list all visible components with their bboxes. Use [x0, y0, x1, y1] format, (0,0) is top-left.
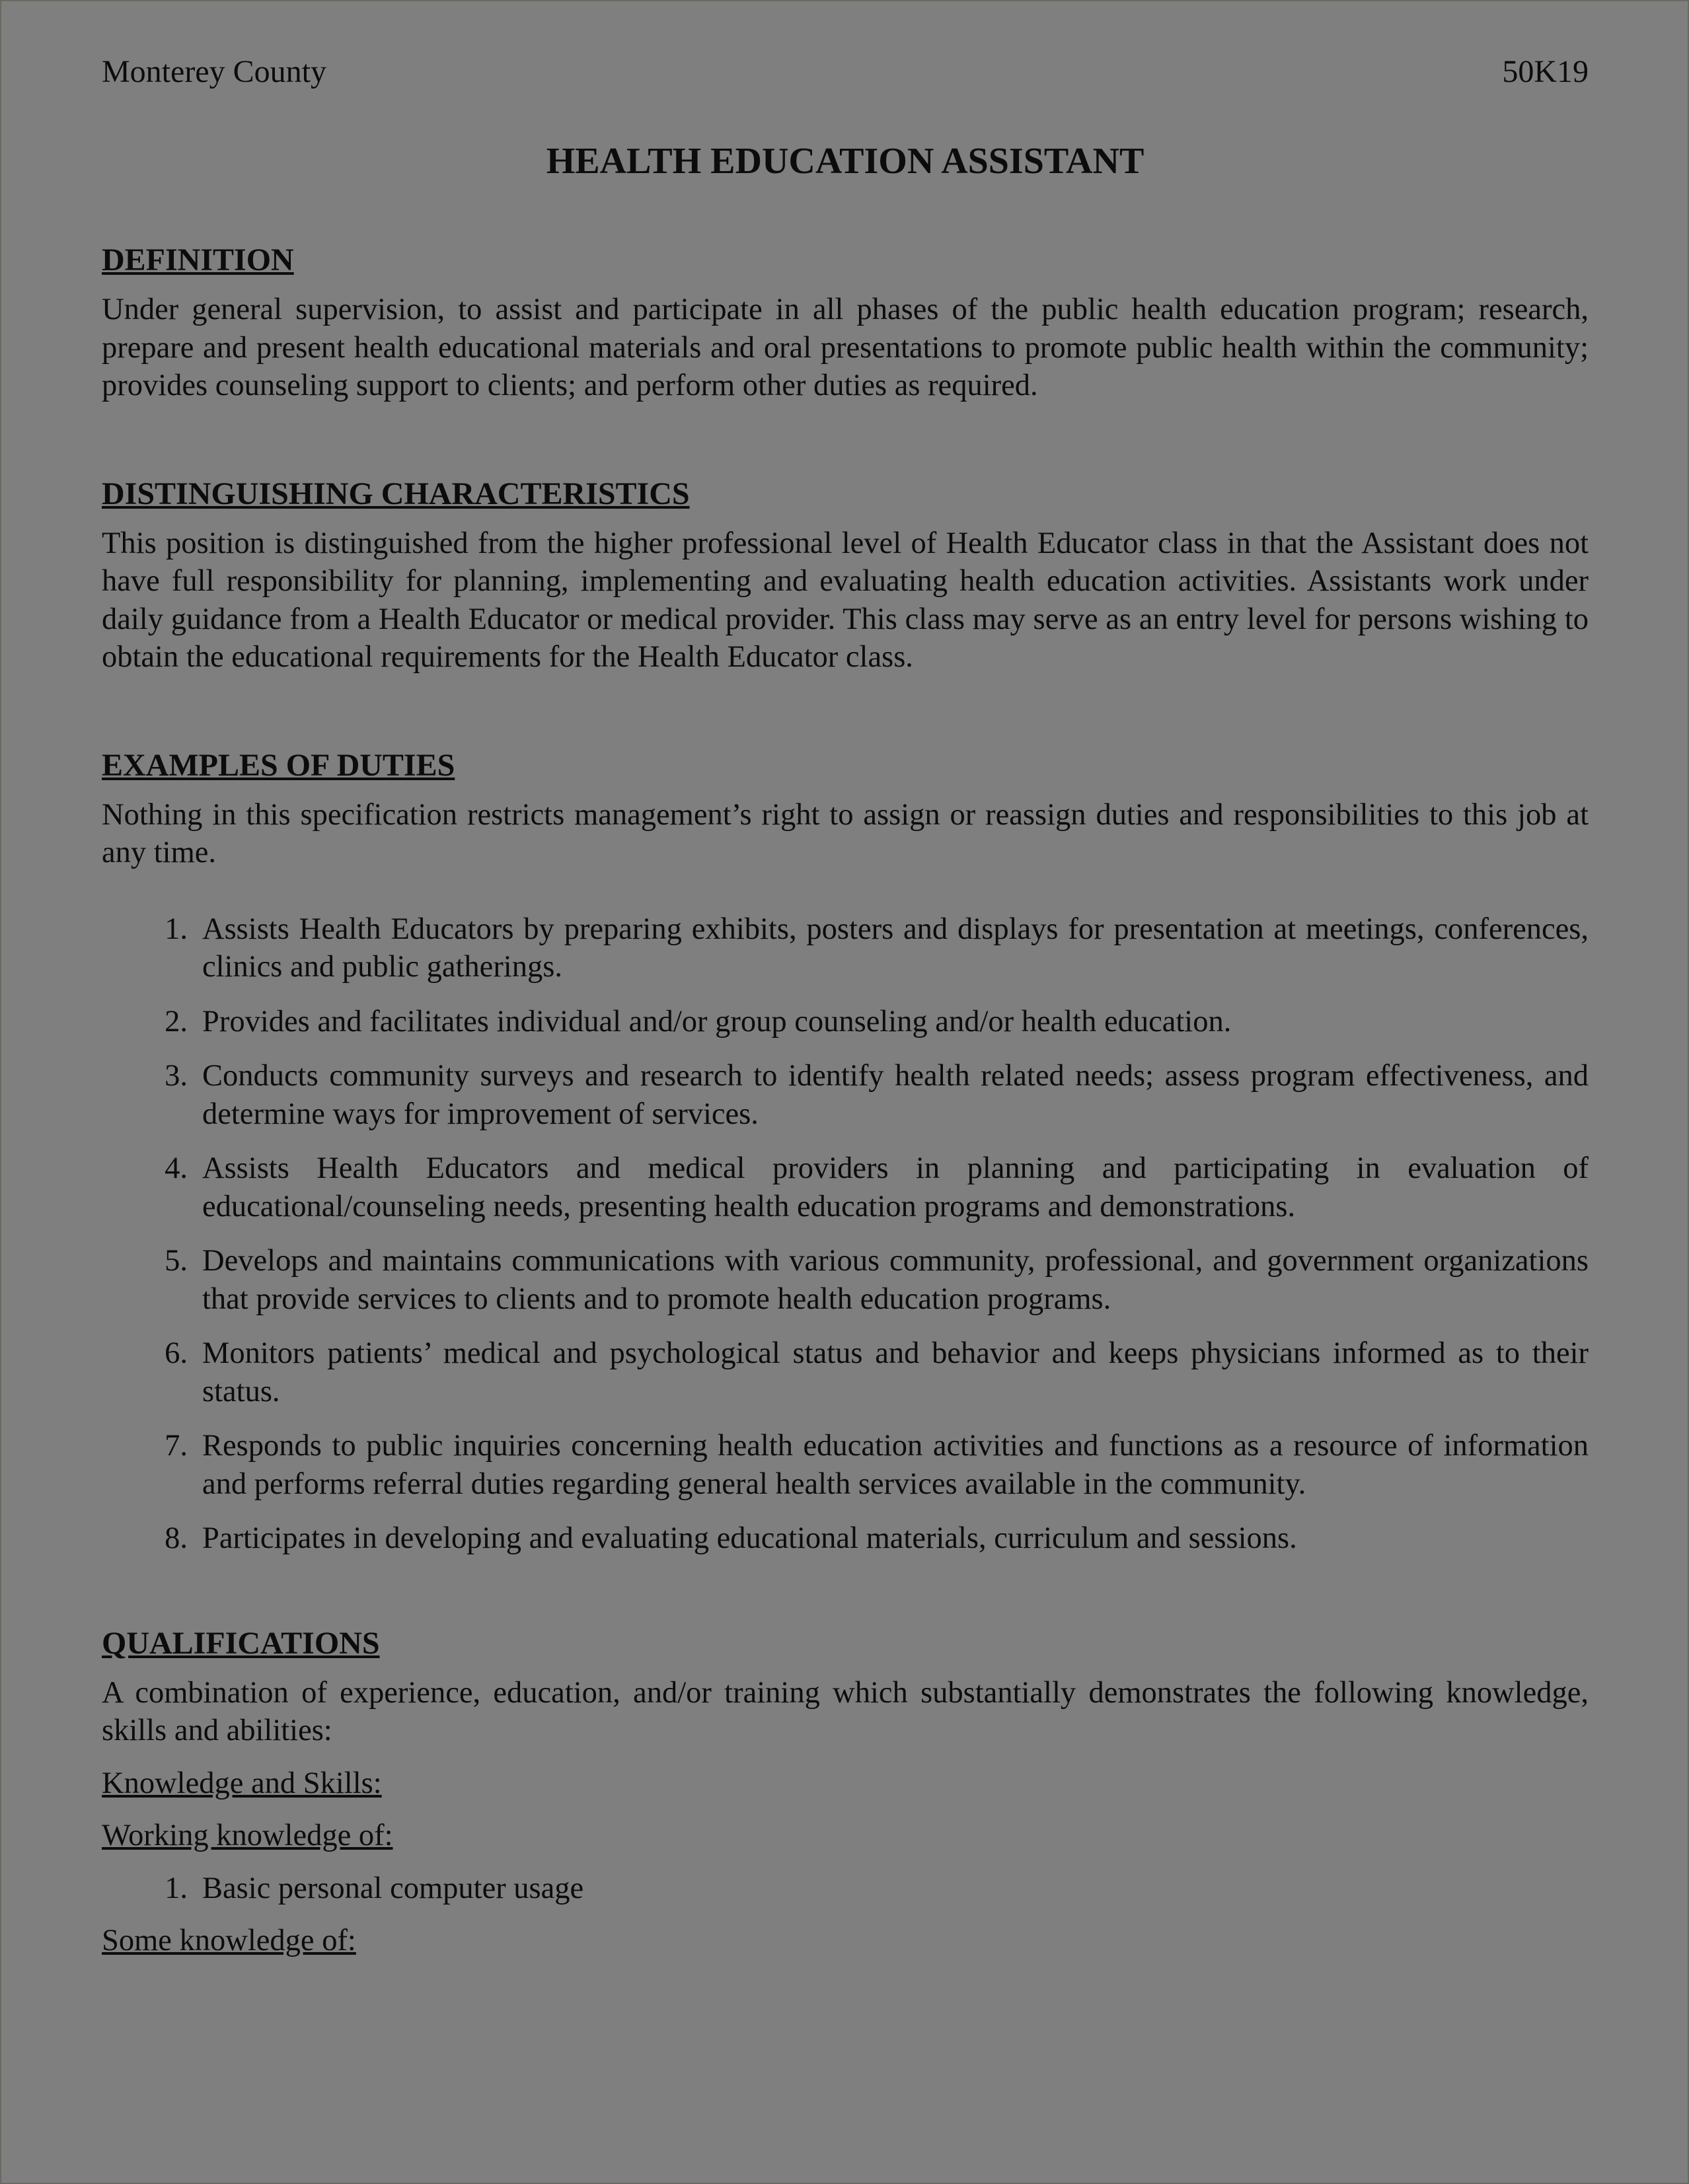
- list-item-number: 2.: [165, 1004, 188, 1038]
- list-item: [102, 1334, 1589, 1410]
- class-code: 50K19: [1502, 54, 1589, 89]
- definition-heading: DEFINITION: [102, 242, 294, 277]
- page-header: [102, 49, 1589, 95]
- list-item-number: 4.: [165, 1151, 188, 1185]
- duties-intro: Nothing in this specification restricts management’s right to assign or reassign duties and responsibilities to this job at any time.: [102, 797, 1589, 869]
- list-item-text: Provides and facilitates individual and/or group counseling and/or health education.: [202, 1004, 1232, 1038]
- qualifications-heading: QUALIFICATIONS: [102, 1625, 380, 1661]
- list-item: [102, 910, 1589, 986]
- duties-heading: EXAMPLES OF DUTIES: [102, 747, 455, 783]
- working-knowledge-list: [102, 1870, 1589, 1908]
- list-item-number: 5.: [165, 1244, 188, 1278]
- list-item: [102, 1242, 1589, 1318]
- list-item-text: Develops and maintains communications with various community, professional, and government organizations that provide services to clients and to promote health education programs.: [202, 1244, 1589, 1316]
- list-item-number: 1.: [165, 912, 188, 946]
- page-title: HEALTH EDUCATION ASSISTANT: [546, 141, 1145, 182]
- qualifications-intro: A combination of experience, education, and/or training which substantially demonstrates the following knowledge, skills and abilities:: [102, 1675, 1589, 1747]
- list-item-text: Responds to public inquiries concerning health education activities and functions as a resource of information and performs referral duties regarding general health services available in the community.: [202, 1429, 1589, 1501]
- list-item: [102, 1003, 1589, 1041]
- list-item: [102, 1427, 1589, 1503]
- list-item-text: Basic personal computer usage: [202, 1871, 584, 1905]
- list-item-number: 3.: [165, 1059, 188, 1093]
- list-item: [102, 1870, 1589, 1908]
- list-item: [102, 1149, 1589, 1225]
- knowledge-skills-heading: Knowledge and Skills:: [102, 1766, 382, 1800]
- list-item-number: 1.: [165, 1871, 188, 1905]
- county-name: Monterey County: [102, 54, 326, 89]
- qualifications-section: [102, 1624, 1589, 1960]
- list-item: [102, 1057, 1589, 1133]
- distinguishing-heading: DISTINGUISHING CHARACTERISTICS: [102, 476, 690, 511]
- list-item-number: 7.: [165, 1429, 188, 1463]
- definition-text: Under general supervision, to assist and participate in all phases of the public health education program; research, prepare and present health educational materials and oral presentations to promote public health within the community; provides counseling support to clients; and perform other duties as required.: [102, 293, 1589, 402]
- duties-section: [102, 746, 1589, 1558]
- list-item: [102, 1519, 1589, 1558]
- distinguishing-text: This position is distinguished from the higher professional level of Health Educator class in that the Assistant does not have full responsibility for planning, implementing and evaluating health education activities. Assistants work under daily guidance from a Health Educator or medical provider. This class may serve as an entry level for persons wishing to obtain the educational requirements for the Health Educator class.: [102, 526, 1589, 674]
- document-content: [102, 49, 1589, 1960]
- list-item-text: Monitors patients’ medical and psychological status and behavior and keeps physicians informed as to their status.: [202, 1336, 1589, 1408]
- definition-section: [102, 240, 1589, 405]
- working-knowledge-heading: Working knowledge of:: [102, 1819, 393, 1852]
- list-item-text: Assists Health Educators by preparing exhibits, posters and displays for presentation at meetings, conferences, clinics and public gatherings.: [202, 912, 1589, 984]
- some-knowledge-heading: Some knowledge of:: [102, 1924, 356, 1957]
- list-item-text: Assists Health Educators and medical providers in planning and participating in evaluation of educational/counseling needs, presenting health education programs and demonstrations.: [202, 1151, 1589, 1223]
- list-item-text: Conducts community surveys and research to identify health related needs; assess program effectiveness, and determine ways for improvement of services.: [202, 1059, 1589, 1131]
- list-item-number: 6.: [165, 1336, 188, 1370]
- list-item-number: 8.: [165, 1521, 188, 1555]
- distinguishing-section: [102, 474, 1589, 676]
- list-item-text: Participates in developing and evaluating educational materials, curriculum and sessions.: [202, 1521, 1297, 1555]
- duties-list: [102, 910, 1589, 1558]
